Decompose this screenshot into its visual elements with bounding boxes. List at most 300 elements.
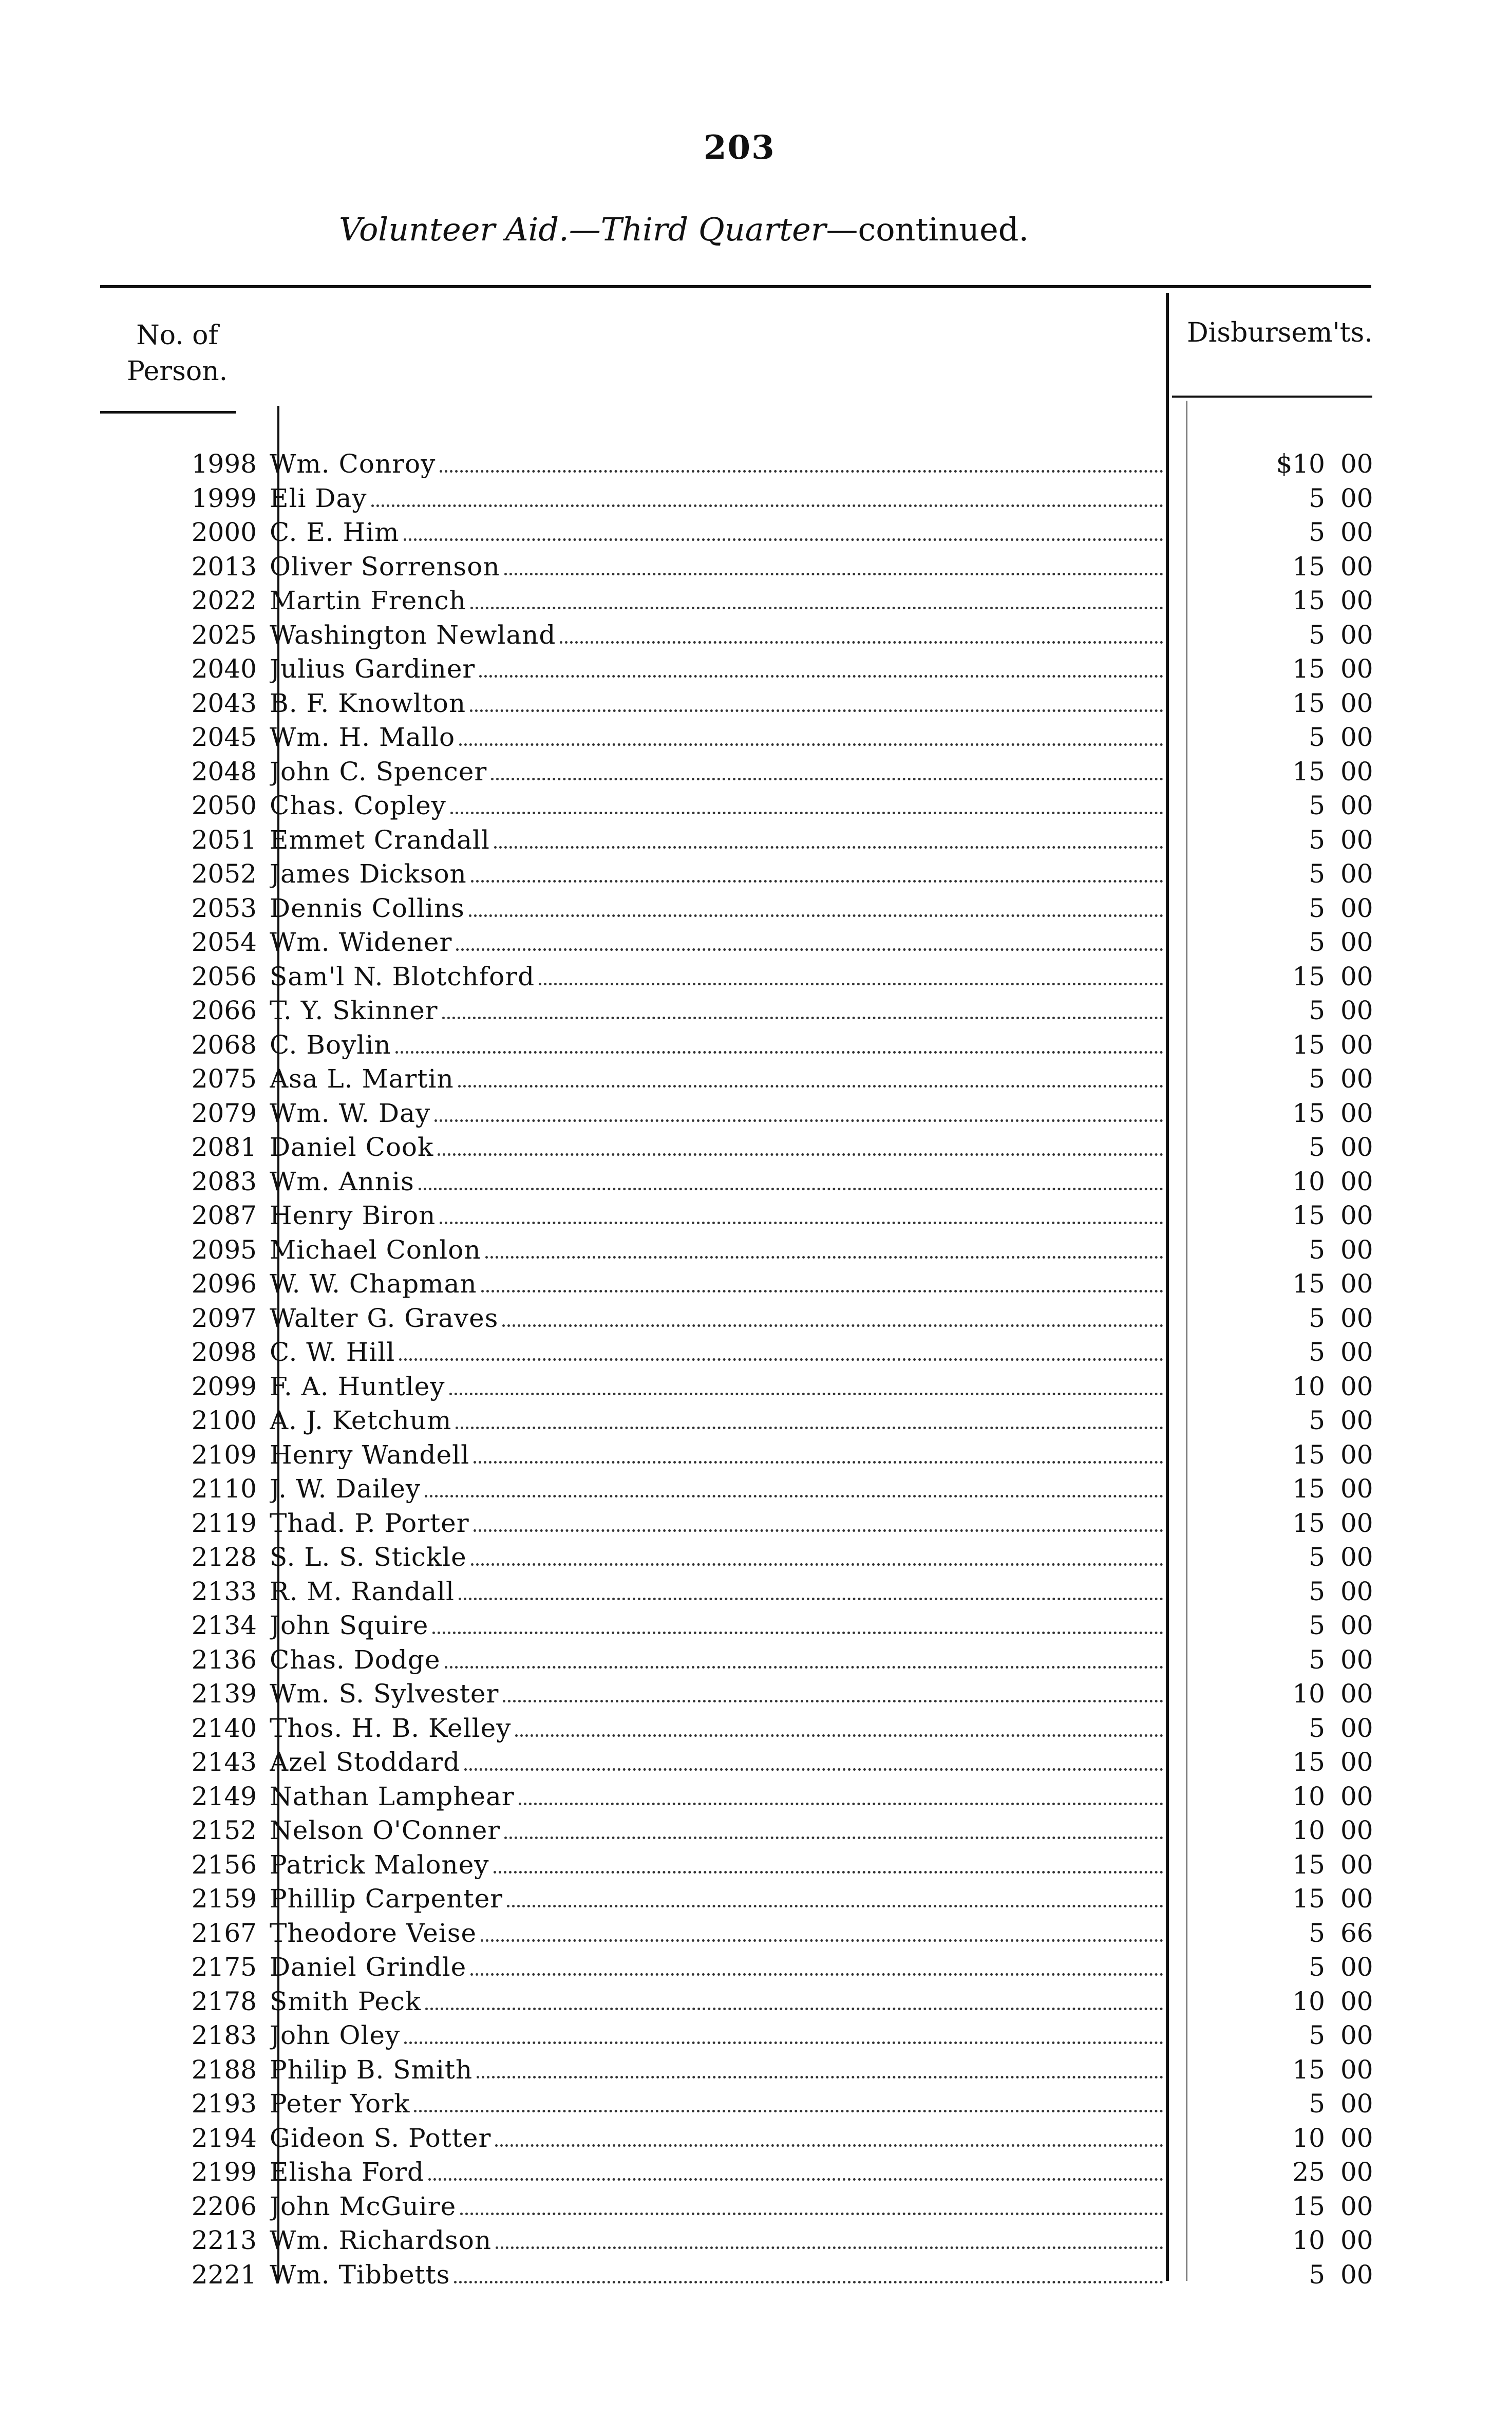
person-name-cell: [270, 1745, 1163, 1779]
amount-cents: 00: [1340, 1508, 1373, 1538]
amount-cents: 00: [1340, 2020, 1373, 2050]
amount-dollars: 5: [1309, 1610, 1325, 1640]
table-row: [0, 891, 1512, 926]
person-name-cell: [270, 2155, 1163, 2189]
person-name: Elisha Ford: [270, 2157, 425, 2187]
table-row: [0, 1438, 1512, 1472]
disbursement-amount: [1233, 447, 1402, 481]
person-name: Philip B. Smith: [270, 2054, 473, 2085]
person-number: 2109: [191, 1439, 257, 1470]
table-row: [0, 618, 1512, 652]
amount-dollars: 10: [1292, 1986, 1325, 2016]
person-name: Nelson O'Conner: [270, 1815, 501, 1845]
table-row: [0, 2189, 1512, 2224]
disbursement-amount: [1233, 857, 1402, 891]
person-number: 2051: [191, 825, 257, 855]
person-name: Julius Gardiner: [270, 654, 476, 684]
dot-leader: [470, 606, 1163, 609]
person-number: 2079: [191, 1098, 257, 1128]
amount-cents: 00: [1340, 859, 1373, 889]
disbursement-amount: [1233, 891, 1402, 925]
person-name: Chas. Dodge: [270, 1644, 441, 1675]
amount-cents: 00: [1340, 1303, 1373, 1333]
dot-leader: [485, 1256, 1163, 1259]
person-name-cell: [270, 1370, 1163, 1403]
dot-leader: [456, 1426, 1163, 1429]
person-name: Nathan Lamphear: [270, 1781, 515, 1811]
person-name: Phillip Carpenter: [270, 1884, 503, 1914]
disbursement-amount: [1233, 1267, 1402, 1301]
person-number: 2087: [191, 1201, 257, 1230]
disbursement-amount: [1233, 2053, 1402, 2087]
person-name-cell: [270, 925, 1163, 959]
amount-cents: 00: [1340, 722, 1373, 752]
header-no-line2: Person.: [126, 356, 228, 387]
amount-dollars: 5: [1309, 620, 1325, 650]
dot-leader: [440, 1221, 1163, 1224]
person-number: 2025: [191, 620, 257, 650]
disbursement-amount: [1233, 2155, 1402, 2189]
amount-dollars: 5: [1309, 722, 1325, 752]
table-row: [0, 994, 1512, 1028]
person-name: Gideon S. Potter: [270, 2123, 492, 2153]
amount-cents: 00: [1340, 1406, 1373, 1435]
person-name-cell: [270, 1096, 1163, 1130]
amount-dollars: 5: [1309, 1644, 1325, 1675]
person-name-cell: [270, 1130, 1163, 1164]
person-number: 2140: [191, 1713, 257, 1743]
amount-cents: 00: [1340, 1269, 1373, 1299]
table-row: [0, 1575, 1512, 1609]
table-row: [0, 2223, 1512, 2258]
table-row: [0, 550, 1512, 584]
amount-cents: 00: [1340, 1679, 1373, 1709]
person-name: W. W. Chapman: [270, 1269, 477, 1299]
dot-leader: [481, 1289, 1163, 1293]
amount-dollars: 5: [1309, 1713, 1325, 1743]
dot-leader: [425, 1494, 1163, 1497]
table-row: [0, 1233, 1512, 1267]
disbursement-amount: [1233, 1643, 1402, 1677]
person-name-cell: [270, 1711, 1163, 1745]
person-name: Wm. Tibbetts: [270, 2259, 450, 2290]
amount-cents: 00: [1340, 2054, 1373, 2085]
table-row: [0, 686, 1512, 721]
dot-leader: [491, 777, 1163, 780]
person-name: Wm. W. Day: [270, 1098, 431, 1128]
dot-leader: [495, 2144, 1163, 2147]
dot-leader: [469, 914, 1163, 917]
person-number: 2043: [191, 688, 257, 718]
amount-dollars: 25: [1292, 2157, 1325, 2187]
person-name: Wm. Richardson: [270, 2225, 492, 2255]
table-row: [0, 2258, 1512, 2292]
person-name-cell: [270, 652, 1163, 686]
person-name: Washington Newland: [270, 620, 556, 650]
person-name: R. M. Randall: [270, 1576, 455, 1606]
table-row: [0, 2053, 1512, 2087]
amount-dollars: $10: [1276, 449, 1325, 479]
page-title: [339, 211, 1212, 248]
dot-leader: [539, 982, 1163, 985]
person-name-cell: [270, 2053, 1163, 2087]
dot-leader: [504, 572, 1163, 575]
disbursement-amount: [1233, 925, 1402, 959]
disbursement-amount: [1233, 652, 1402, 686]
amount-dollars: 5: [1309, 791, 1325, 820]
person-name-cell: [270, 1267, 1163, 1301]
amount-cents: 00: [1340, 1884, 1373, 1914]
person-number: 2128: [191, 1542, 257, 1572]
dot-leader: [464, 1768, 1163, 1771]
person-name-cell: [270, 720, 1163, 754]
person-name-cell: [270, 584, 1163, 617]
dot-leader: [459, 743, 1163, 746]
table-row: [0, 1984, 1512, 2019]
table-row: [0, 1540, 1512, 1575]
disbursement-amount: [1233, 1165, 1402, 1198]
header-rule-left: [100, 411, 236, 414]
disbursement-amount: [1233, 584, 1402, 617]
person-number: 2139: [191, 1679, 257, 1709]
person-name-cell: [270, 1848, 1163, 1882]
amount-dollars: 5: [1309, 825, 1325, 855]
person-number: 2045: [191, 722, 257, 752]
table-row: [0, 1267, 1512, 1301]
table-row: [0, 2087, 1512, 2121]
amount-dollars: 10: [1292, 2225, 1325, 2255]
person-number: 2183: [191, 2020, 257, 2050]
amount-dollars: 5: [1309, 483, 1325, 513]
person-name-cell: [270, 618, 1163, 652]
table-row: [0, 1643, 1512, 1677]
person-number: 2099: [191, 1371, 257, 1401]
disbursement-amount: [1233, 823, 1402, 857]
person-number: 2178: [191, 1986, 257, 2016]
person-number: 2136: [191, 1644, 257, 1675]
disbursement-amount: [1233, 1403, 1402, 1437]
person-name-cell: [270, 2189, 1163, 2223]
person-name: Henry Wandell: [270, 1439, 470, 1470]
person-number: 2193: [191, 2089, 257, 2119]
table-row: [0, 1882, 1512, 1916]
person-name-cell: [270, 1028, 1163, 1062]
person-name-cell: [270, 1403, 1163, 1437]
table-row: [0, 857, 1512, 891]
person-name-cell: [270, 1916, 1163, 1950]
amount-cents: 00: [1340, 1713, 1373, 1743]
dot-leader: [494, 1870, 1163, 1874]
amount-cents: 00: [1340, 1064, 1373, 1094]
amount-dollars: 5: [1309, 1132, 1325, 1162]
disbursement-amount: [1233, 1198, 1402, 1232]
page-number: 203: [704, 128, 776, 167]
person-name: Daniel Cook: [270, 1132, 434, 1162]
table-row: [0, 2018, 1512, 2053]
amount-dollars: 5: [1309, 893, 1325, 923]
person-name: Daniel Grindle: [270, 1952, 467, 1982]
disbursement-amount: [1233, 2018, 1402, 2052]
amount-cents: 00: [1340, 1371, 1373, 1401]
dot-leader: [496, 2246, 1163, 2249]
header-rule-right: [1172, 396, 1372, 398]
person-name: Henry Biron: [270, 1201, 436, 1230]
dot-leader: [471, 879, 1163, 883]
disbursement-amount: [1233, 1575, 1402, 1608]
amount-dollars: 5: [1309, 927, 1325, 957]
disbursement-amount: [1233, 2223, 1402, 2257]
amount-cents: 00: [1340, 1132, 1373, 1162]
dot-leader: [428, 2178, 1163, 2181]
amount-dollars: 15: [1292, 2054, 1325, 2085]
table-row: [0, 1506, 1512, 1541]
person-name-cell: [270, 1643, 1163, 1677]
person-number: 2152: [191, 1815, 257, 1845]
person-name-cell: [270, 2018, 1163, 2052]
person-number: 1998: [191, 449, 257, 479]
person-number: 2081: [191, 1132, 257, 1162]
amount-cents: 00: [1340, 2089, 1373, 2119]
person-number: 2206: [191, 2191, 257, 2221]
person-name-cell: [270, 1540, 1163, 1574]
table-row: [0, 960, 1512, 994]
person-name: Thad. P. Porter: [270, 1508, 469, 1538]
amount-dollars: 5: [1309, 1303, 1325, 1333]
amount-cents: 00: [1340, 1337, 1373, 1367]
amount-dollars: 15: [1292, 551, 1325, 582]
person-name-cell: [270, 1950, 1163, 1984]
person-number: 2119: [191, 1508, 257, 1538]
person-name: B. F. Knowlton: [270, 688, 466, 718]
disbursement-amount: [1233, 1745, 1402, 1779]
person-name: Wm. Widener: [270, 927, 452, 957]
disbursement-amount: [1233, 1882, 1402, 1916]
person-number: 2022: [191, 586, 257, 615]
amount-dollars: 15: [1292, 1884, 1325, 1914]
amount-cents: 00: [1340, 1234, 1373, 1265]
table-row: [0, 755, 1512, 789]
disbursement-amount: [1233, 1301, 1402, 1335]
person-number: 2156: [191, 1849, 257, 1880]
amount-dollars: 5: [1309, 2020, 1325, 2050]
person-number: 2110: [191, 1474, 257, 1504]
disbursement-amount: [1233, 2258, 1402, 2292]
amount-dollars: 15: [1292, 1201, 1325, 1230]
table-row: [0, 1130, 1512, 1165]
amount-cents: 00: [1340, 449, 1373, 479]
table-row: [0, 1370, 1512, 1404]
disbursement-amount: [1233, 1472, 1402, 1506]
disbursement-amount: [1233, 1438, 1402, 1472]
disbursement-amount: [1233, 1950, 1402, 1984]
disbursement-amount: [1233, 2189, 1402, 2223]
amount-dollars: 5: [1309, 1576, 1325, 1606]
person-name-cell: [270, 2258, 1163, 2292]
amount-dollars: 5: [1309, 1406, 1325, 1435]
person-name-cell: [270, 481, 1163, 515]
disbursement-amount: [1233, 1916, 1402, 1950]
disbursement-amount: [1233, 1813, 1402, 1847]
amount-dollars: 15: [1292, 961, 1325, 991]
person-name-cell: [270, 515, 1163, 549]
table-row: [0, 1780, 1512, 1814]
amount-dollars: 5: [1309, 1918, 1325, 1948]
person-number: 2134: [191, 1610, 257, 1640]
person-name: Michael Conlon: [270, 1234, 481, 1265]
amount-cents: 00: [1340, 791, 1373, 820]
table-row: [0, 1301, 1512, 1336]
dot-leader: [399, 1358, 1163, 1361]
person-number: 2054: [191, 927, 257, 957]
dot-leader: [470, 709, 1163, 712]
person-number: 2159: [191, 1884, 257, 1914]
table-row: [0, 1711, 1512, 1746]
page-title-main: Volunteer Aid.—Third Quarter: [339, 211, 826, 248]
disbursement-amount: [1233, 1506, 1402, 1540]
person-number: 2096: [191, 1269, 257, 1299]
amount-dollars: 15: [1292, 688, 1325, 718]
top-rule: [100, 285, 1371, 288]
dot-leader: [479, 675, 1163, 678]
person-number: 2213: [191, 2225, 257, 2255]
disbursement-amount: [1233, 789, 1402, 822]
amount-cents: 00: [1340, 551, 1373, 582]
table-row: [0, 1813, 1512, 1848]
person-name: Walter G. Graves: [270, 1303, 499, 1333]
disbursement-amount: [1233, 1677, 1402, 1711]
amount-dollars: 15: [1292, 1098, 1325, 1128]
dot-leader: [494, 846, 1163, 849]
person-name: John Squire: [270, 1610, 429, 1640]
dot-leader: [519, 1802, 1163, 1805]
dot-leader: [440, 470, 1163, 473]
person-number: 2066: [191, 996, 257, 1025]
disbursement-amount: [1233, 994, 1402, 1027]
amount-cents: 00: [1340, 2259, 1373, 2290]
amount-cents: 00: [1340, 1542, 1373, 1572]
person-name: A. J. Ketchum: [270, 1406, 452, 1435]
dot-leader: [454, 2280, 1163, 2283]
table-row: [0, 1028, 1512, 1062]
amount-dollars: 5: [1309, 1064, 1325, 1094]
person-number: 2188: [191, 2054, 257, 2085]
amount-dollars: 15: [1292, 1747, 1325, 1777]
amount-dollars: 10: [1292, 1371, 1325, 1401]
amount-cents: 00: [1340, 620, 1373, 650]
person-name: Chas. Copley: [270, 791, 446, 820]
dot-leader: [425, 2007, 1163, 2010]
disbursement-amount: [1233, 618, 1402, 652]
person-number: 2199: [191, 2157, 257, 2187]
disbursement-amount: [1233, 1540, 1402, 1574]
amount-cents: 00: [1340, 1610, 1373, 1640]
amount-dollars: 5: [1309, 1542, 1325, 1572]
disbursement-amount: [1233, 755, 1402, 789]
dot-leader: [456, 948, 1163, 951]
amount-dollars: 15: [1292, 1474, 1325, 1504]
amount-dollars: 5: [1309, 1337, 1325, 1367]
person-name: J. W. Dailey: [270, 1474, 421, 1504]
amount-cents: 00: [1340, 2225, 1373, 2255]
person-name: C. E. Him: [270, 517, 400, 547]
disbursement-amount: [1233, 1096, 1402, 1130]
table-row: [0, 1848, 1512, 1882]
person-number: 2194: [191, 2123, 257, 2153]
person-name: John C. Spencer: [270, 756, 487, 786]
person-number: 2221: [191, 2259, 257, 2290]
person-number: 1999: [191, 483, 257, 513]
disbursement-amount: [1233, 550, 1402, 584]
table-row: [0, 789, 1512, 823]
person-name-cell: [270, 447, 1163, 481]
table-row: [0, 1950, 1512, 1984]
dot-leader: [477, 2075, 1163, 2078]
person-name-cell: [270, 686, 1163, 720]
dot-leader: [445, 1665, 1163, 1669]
amount-dollars: 5: [1309, 996, 1325, 1025]
amount-dollars: 10: [1292, 1166, 1325, 1196]
person-number: 2068: [191, 1029, 257, 1060]
table-row: [0, 481, 1512, 516]
person-number: 2097: [191, 1303, 257, 1333]
person-name: Wm. Annis: [270, 1166, 414, 1196]
person-name: S. L. S. Stickle: [270, 1542, 467, 1572]
dot-leader: [504, 1836, 1163, 1839]
dot-leader: [371, 504, 1163, 507]
amount-cents: 00: [1340, 756, 1373, 786]
table-row: [0, 823, 1512, 857]
person-name-cell: [270, 1062, 1163, 1096]
person-number: 2048: [191, 756, 257, 786]
disbursement-amount: [1233, 481, 1402, 515]
amount-dollars: 15: [1292, 1849, 1325, 1880]
ledger-table: [0, 447, 1512, 2292]
disbursement-amount: [1233, 2121, 1402, 2155]
person-name: Theodore Veise: [270, 1918, 477, 1948]
amount-cents: 00: [1340, 517, 1373, 547]
dot-leader: [434, 1119, 1163, 1122]
header-number-of-person: [108, 317, 247, 389]
person-name-cell: [270, 1984, 1163, 2018]
disbursement-amount: [1233, 1028, 1402, 1062]
table-row: [0, 1916, 1512, 1951]
dot-leader: [560, 641, 1163, 644]
person-name: Emmet Crandall: [270, 825, 490, 855]
person-name-cell: [270, 2121, 1163, 2155]
table-row: [0, 925, 1512, 960]
dot-leader: [442, 1016, 1163, 1019]
person-number: 2056: [191, 961, 257, 991]
person-name-cell: [270, 1506, 1163, 1540]
amount-dollars: 10: [1292, 1781, 1325, 1811]
amount-cents: 00: [1340, 1815, 1373, 1845]
amount-cents: 00: [1340, 1952, 1373, 1982]
amount-cents: 00: [1340, 1781, 1373, 1811]
table-row: [0, 1096, 1512, 1131]
person-number: 2052: [191, 859, 257, 889]
table-row: [0, 1335, 1512, 1370]
disbursement-amount: [1233, 1335, 1402, 1369]
person-number: 2053: [191, 893, 257, 923]
person-number: 2013: [191, 551, 257, 582]
person-name: Wm. H. Mallo: [270, 722, 456, 752]
person-name: Martin French: [270, 586, 466, 615]
person-name-cell: [270, 857, 1163, 891]
person-number: 2040: [191, 654, 257, 684]
header-no-line1: No. of: [136, 320, 218, 351]
amount-cents: 00: [1340, 1986, 1373, 2016]
amount-cents: 00: [1340, 586, 1373, 615]
